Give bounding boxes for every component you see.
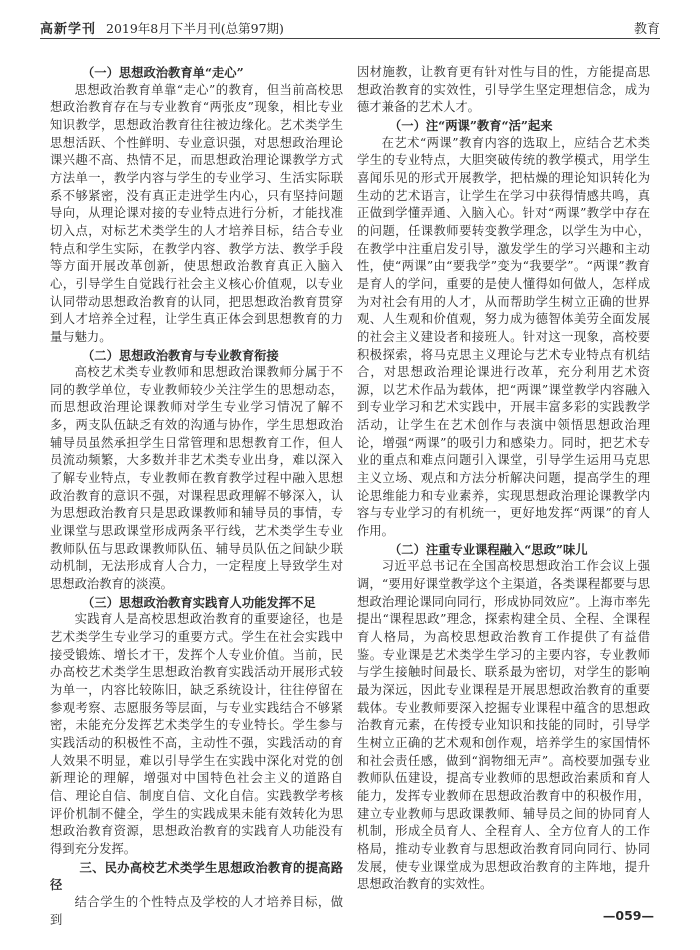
section-heading: （一）思想政治教育单“走心” [81, 65, 244, 80]
body-paragraph: 实践育人是高校思想政治教育的重要途径，也是艺术类学生专业学习的重要方式。学生在社会实践中接受锻炼、增长才干，发挥个人专业价值。当前，民办高校艺术类学生思想政治教育实践活动开展形式较为单一，内容比较陈旧，缺乏系统设计，往往停留在参观考察、志愿服务等层面，与专业实践结合不够紧密，未能充分发挥艺术类学生的专业特长。学生参与实践活动的积极性不高，主动性不强，实践活动的育人效果不明显，难以引导学生在实践中深化对党的创新理论的理解，增强对中国特色社会主义的道路自信、理论自信、制度自信、文化自信。实践教学考核评价机制不健全，学生的实践成果未能有效转化为思想政治教育资源，思想政治教育的实践育人功能没有得到充分发挥。 [50, 612, 343, 856]
section-heading: （二）思想政治教育与专业教育衔接 [81, 347, 279, 363]
header-rule [40, 38, 660, 39]
issue-info: 2019年8月下半月刊(总第97期) [106, 21, 284, 36]
body-paragraph: 在艺术“两课”教育内容的选取上，应结合艺术类学生的专业特点，大胆突破传统的教学模式，用学生喜闻乐见的形式开展教学，把枯燥的理论知识转化为生动的艺术语言，让学生在学习中获得情感共鸣，真正做到学懂弄通、入脑入心。针对“两课”教学中存在的问题，任课教师要转变教学理念，以学生为中心，在教学中注重启发引导，激发学生的学习兴趣和主动性，使“两课”由“要我学”变为“我要学”。“两课”教育是育人的学问，重要的是使人懂得如何做人，怎样成为对社会有用的人才，从而帮助学生树立正确的世界观、人生观和价值观，努力成为德智体美劳全面发展的社会主义建设者和接班人。针对这一现象，高校要积极探索，将马克思主义理论与艺术专业特点有机结合，对思想政治理论课进行改革，充分利用艺术资源，以艺术作品为载体，把“两课”课堂教学内容融入到专业学习和艺术实践中，开展丰富多彩的实践教学活动，让学生在艺术创作与表演中领悟思想政治理论，增强“两课”的吸引力和感染力。同时，把艺术专业的重点和难点问题引入课堂，引导学生运用马克思主义立场、观点和方法分析解决问题，提高学生的理论思维能力和专业素养，实现思想政治理论课教学内容与专业学习的有机统一，更好地发挥“两课”的育人作用。 [357, 135, 650, 539]
body-paragraph: 高校艺术类专业教师和思想政治课教师分属于不同的教学单位，专业教师较少关注学生的思想动态，而思想政治理论课教师对学生专业学习情况了解不多，两支队伍缺乏有效的沟通与协作，学生思想政治辅导员虽然承担学生日常管理和思想教育工作，但人员流动频繁，大多数并非艺术类专业出身，难以深入了解专业特点，专业教师在教育教学过程中融入思想政治教育的意识不强，对课程思政理解不够深入，认为思想政治教育只是思政课教师和辅导员的事情，专业课堂与思政课堂形成两条平行线，艺术类学生专业教师队伍与思政课教师队伍、辅导员队伍之间缺少联动机制，无法形成育人合力，一定程度上导致学生对思想政治教育的淡漠。 [50, 365, 343, 592]
section-heading: （二）注重专业课程融入“思政”味儿 [388, 541, 588, 557]
right-column [357, 64, 650, 894]
section-heading: （三）思想政治教育实践育人功能发挥不足 [81, 594, 316, 610]
journal-name: 高新学刊 [40, 22, 97, 37]
left-column [50, 64, 343, 929]
chapter-heading: 三、民办高校艺术类学生思想政治教育的提高路径 [50, 859, 343, 893]
body-paragraph: 因材施教，让教育更有针对性与目的性，方能提高思想政治教育的实效性，引导学生坚定理想信念，成为德才兼备的艺术人才。 [357, 65, 650, 115]
body-paragraph: 结合学生的个性特点及学校的人才培养目标，做到 [50, 894, 343, 927]
header-left [40, 18, 284, 37]
section-heading: （一）注“两课”教育“活”起来 [388, 117, 553, 133]
body-paragraph: 思想政治教育单靠“走心”的教育，但当前高校思想政治教育存在与专业教育“两张皮”现象，相比专业知识教学，思想政治教育往往被边缘化。艺术类学生思想活跃、个性鲜明、专业意识强，对思想政治理论课兴趣不高、热情不足，而思想政治理论课教学方式方法单一，教学内容与学生的专业学习、生活实际联系不够紧密，没有真正走进学生内心，只有坚持问题导向，从理论课对接的专业特点进行分析，才能找准切入点，对标艺术类学生的人才培养目标，结合专业特点和学生实际，在教学内容、教学方法、教学手段等方面开展改革创新，使思想政治教育真正入脑入心，引导学生自觉践行社会主义核心价值观，以专业认同带动思想政治教育的认同，把思想政治教育贯穿到人才培养全过程，让学生真正体会到思想教育的力量与魅力。 [50, 82, 343, 344]
body-paragraph: 习近平总书记在全国高校思想政治工作会议上强调，“要用好课堂教学这个主渠道，各类课程都要与思想政治理论课同向同行，形成协同效应”。上海市率先提出“课程思政”理念，探索构建全员、全程、全课程育人格局，为高校思想政治教育工作提供了有益借鉴。专业课是艺术类学生学习的主要内容，专业教师与学生接触时间最长、联系最为密切，对学生的影响最为深远，因此专业课程是开展思想政治教育的重要载体。专业教师要深入挖掘专业课程中蕴含的思想政治教育元素，在传授专业知识和技能的同时，引导学生树立正确的艺术观和创作观，培养学生的家国情怀和社会责任感，做到“润物细无声”。高校要加强专业教师队伍建设，提高专业教师的思想政治素质和育人能力，发挥专业教师在思想政治教育中的积极作用，建立专业教师与思政课教师、辅导员之间的协同育人机制，形成全员育人、全程育人、全方位育人的工作格局，推动专业教育与思想政治教育同向同行、协同发展，使专业课堂成为思想政治教育的主阵地，提升思想政治教育的实效性。 [357, 559, 650, 892]
page-number: —059— [602, 908, 654, 923]
section-label: 教育 [633, 22, 660, 37]
